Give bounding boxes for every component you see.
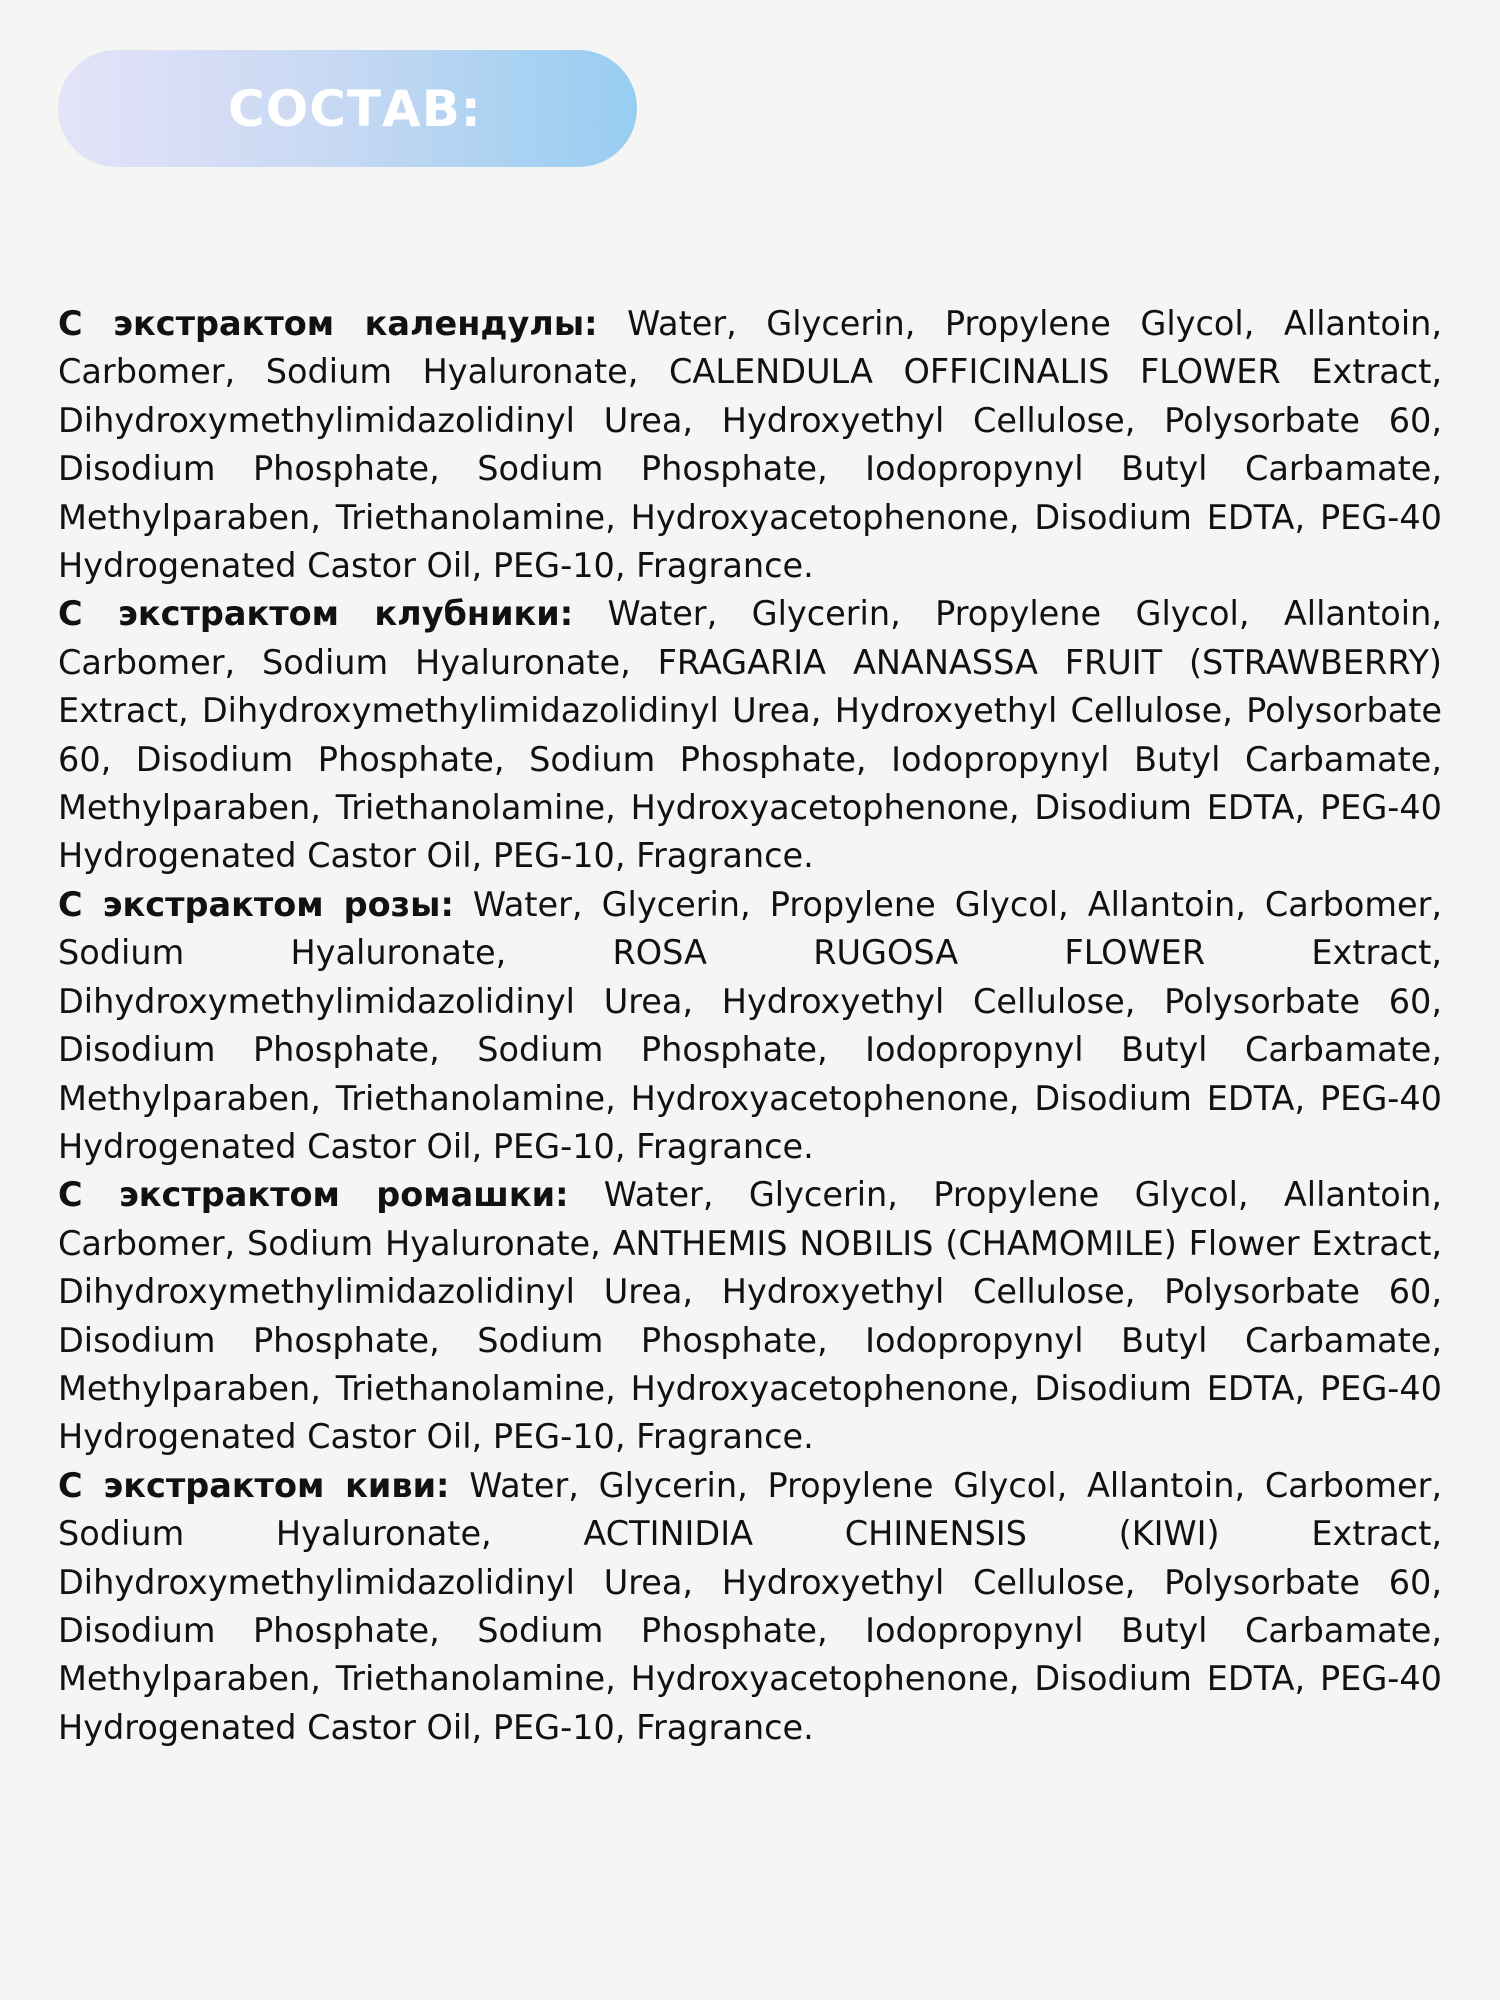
ingredient-text: Water, Glycerin, Propylene Glycol, Allantoin, Carbomer, Sodium Hyaluronate, CALENDULA OFFICINALIS FLOWER Extract, Dihydroxymethylimidazolidinyl Urea, Hydroxyethyl Cellulose, Polysorbate 60, Disodium Phosphate, Sodium Phosphate, Iodopropynyl Butyl Carbamate, Methylparaben, Triethanolamine, Hydroxyacetophenone, Disodium EDTA, PEG-40 Hydrogenated Castor Oil, PEG-10, Fragrance. bbox=[58, 304, 1443, 586]
ingredient-text: Water, Glycerin, Propylene Glycol, Allantoin, Carbomer, Sodium Hyaluronate, ROSA RUGOSA FLOWER Extract, Dihydroxymethylimidazolidinyl Urea, Hydroxyethyl Cellulose, Polysorbate 60, Disodium Phosphate, Sodium Phosphate, Iodopropynyl Butyl Carbamate, Methylparaben, Triethanolamine, Hydroxyacetophenone, Disodium EDTA, PEG-40 Hydrogenated Castor Oil, PEG-10, Fragrance. bbox=[58, 884, 1442, 1166]
header-badge bbox=[58, 50, 637, 167]
ingredient-block-strawberry bbox=[58, 590, 1442, 880]
page-title: СОСТАВ: bbox=[228, 79, 482, 138]
ingredient-label: С экстрактом розы: bbox=[58, 884, 454, 924]
ingredient-label: С экстрактом клубники: bbox=[58, 594, 574, 634]
ingredient-block-calendula bbox=[58, 300, 1442, 590]
ingredient-text: Water, Glycerin, Propylene Glycol, Allantoin, Carbomer, Sodium Hyaluronate, ANTHEMIS NOBILIS (CHAMOMILE) Flower Extract, Dihydroxymethylimidazolidinyl Urea, Hydroxyethyl Cellulose, Polysorbate 60, Disodium Phosphate, Sodium Phosphate, Iodopropynyl Butyl Carbamate, Methylparaben, Triethanolamine, Hydroxyacetophenone, Disodium EDTA, PEG-40 Hydrogenated Castor Oil, PEG-10, Fragrance. bbox=[58, 1175, 1442, 1457]
ingredient-block-chamomile bbox=[58, 1171, 1442, 1461]
ingredient-label: С экстрактом ромашки: bbox=[58, 1175, 569, 1215]
ingredient-block-kiwi bbox=[58, 1462, 1442, 1752]
ingredients-list bbox=[58, 300, 1442, 1752]
ingredient-label: С экстрактом киви: bbox=[58, 1465, 450, 1505]
ingredient-text: Water, Glycerin, Propylene Glycol, Allantoin, Carbomer, Sodium Hyaluronate, FRAGARIA ANANASSA FRUIT (STRAWBERRY) Extract, Dihydroxymethylimidazolidinyl Urea, Hydroxyethyl Cellulose, Polysorbate 60, Disodium Phosphate, Sodium Phosphate, Iodopropynyl Butyl Carbamate, Methylparaben, Triethanolamine, Hydroxyacetophenone, Disodium EDTA, PEG-40 Hydrogenated Castor Oil, PEG-10, Fragrance. bbox=[58, 594, 1442, 876]
ingredient-block-rose bbox=[58, 881, 1442, 1171]
ingredient-text: Water, Glycerin, Propylene Glycol, Allantoin, Carbomer, Sodium Hyaluronate, ACTINIDIA CHINENSIS (KIWI) Extract, Dihydroxymethylimidazolidinyl Urea, Hydroxyethyl Cellulose, Polysorbate 60, Disodium Phosphate, Sodium Phosphate, Iodopropynyl Butyl Carbamate, Methylparaben, Triethanolamine, Hydroxyacetophenone, Disodium EDTA, PEG-40 Hydrogenated Castor Oil, PEG-10, Fragrance. bbox=[58, 1465, 1442, 1747]
ingredient-label: С экстрактом календулы: bbox=[58, 304, 598, 343]
